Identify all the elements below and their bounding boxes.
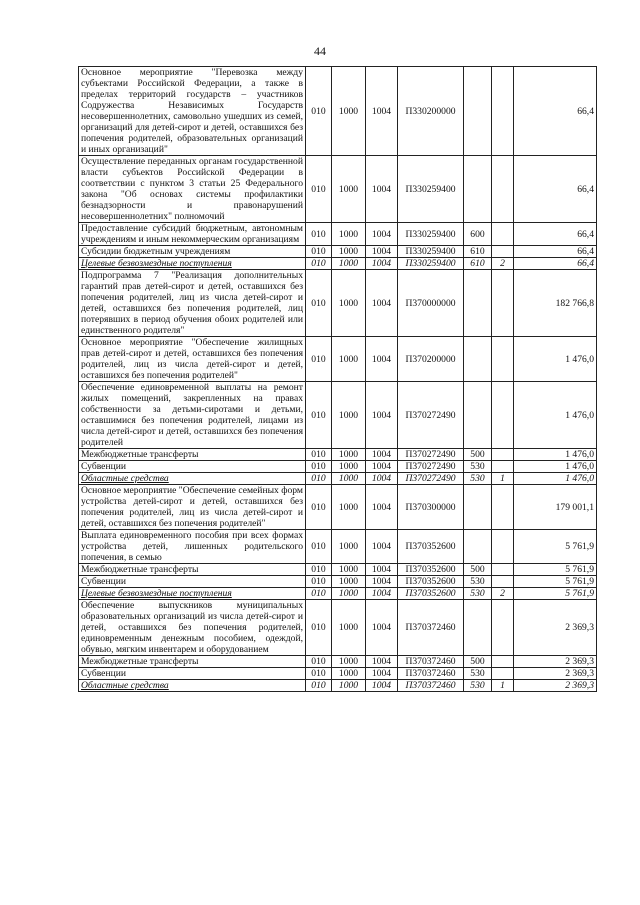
ministry-code: 010 xyxy=(306,449,332,461)
section-code: 1000 xyxy=(332,530,366,564)
funding-source-code xyxy=(492,668,514,680)
funding-source-code: 1 xyxy=(492,680,514,692)
target-article-code: П370272490 xyxy=(398,382,464,449)
target-article-code: П370352600 xyxy=(398,588,464,600)
table-row xyxy=(79,530,597,564)
subsection-code: 1004 xyxy=(366,576,398,588)
amount: 66,4 xyxy=(514,258,597,270)
funding-source-code xyxy=(492,337,514,382)
funding-source-code: 1 xyxy=(492,473,514,485)
table-row xyxy=(79,223,597,246)
target-article-code: П370300000 xyxy=(398,485,464,530)
subsection-code: 1004 xyxy=(366,270,398,337)
table-row xyxy=(79,382,597,449)
page-number: 44 xyxy=(314,44,326,58)
expense-type-code: 610 xyxy=(464,258,492,270)
subsection-code: 1004 xyxy=(366,473,398,485)
target-article-code: П330200000 xyxy=(398,67,464,156)
amount: 5 761,9 xyxy=(514,588,597,600)
amount: 1 476,0 xyxy=(514,461,597,473)
section-code: 1000 xyxy=(332,656,366,668)
funding-source-code xyxy=(492,246,514,258)
table-row xyxy=(79,258,597,270)
funding-source-code xyxy=(492,156,514,223)
expense-type-code xyxy=(464,156,492,223)
table-row xyxy=(79,680,597,692)
table-row xyxy=(79,576,597,588)
target-article-code: П370372460 xyxy=(398,600,464,656)
subsection-code: 1004 xyxy=(366,564,398,576)
section-code: 1000 xyxy=(332,668,366,680)
row-name: Субвенции xyxy=(79,461,306,473)
subsection-code: 1004 xyxy=(366,382,398,449)
section-code: 1000 xyxy=(332,270,366,337)
section-code: 1000 xyxy=(332,600,366,656)
table-row xyxy=(79,246,597,258)
ministry-code: 010 xyxy=(306,680,332,692)
expense-type-code: 500 xyxy=(464,656,492,668)
ministry-code: 010 xyxy=(306,270,332,337)
target-article-code: П330259400 xyxy=(398,246,464,258)
section-code: 1000 xyxy=(332,382,366,449)
funding-source-code xyxy=(492,530,514,564)
section-code: 1000 xyxy=(332,680,366,692)
section-code: 1000 xyxy=(332,258,366,270)
amount: 66,4 xyxy=(514,246,597,258)
funding-source-code xyxy=(492,270,514,337)
table-row xyxy=(79,449,597,461)
row-name: Обеспечение единовременной выплаты на ремонт жилых помещений, закрепленных на правах собственности за детьми-сиротами и детьми, оставшимися без попечения родителей, лицами из числа детей-сирот и детей, оставшихся без попечения родителей xyxy=(79,382,306,449)
funding-source-code xyxy=(492,564,514,576)
subsection-code: 1004 xyxy=(366,223,398,246)
section-code: 1000 xyxy=(332,337,366,382)
target-article-code: П370352600 xyxy=(398,576,464,588)
target-article-code: П370372460 xyxy=(398,668,464,680)
ministry-code: 010 xyxy=(306,668,332,680)
expense-type-code: 530 xyxy=(464,588,492,600)
funding-source-code: 2 xyxy=(492,588,514,600)
ministry-code: 010 xyxy=(306,473,332,485)
funding-source-code xyxy=(492,67,514,156)
subsection-code: 1004 xyxy=(366,156,398,223)
row-name: Осуществление переданных органам государственной власти субъектов Российской Федерации в соответствии с пунктом 3 статьи 25 Федерального закона "Об основах системы профилактики безнадзорности и правонарушений несовершеннолетних" полномочий xyxy=(79,156,306,223)
ministry-code: 010 xyxy=(306,656,332,668)
table-row xyxy=(79,656,597,668)
expense-type-code: 600 xyxy=(464,223,492,246)
subsection-code: 1004 xyxy=(366,485,398,530)
table-row xyxy=(79,461,597,473)
amount: 1 476,0 xyxy=(514,473,597,485)
row-name: Основное мероприятие "Обеспечение семейных форм устройства детей-сирот и детей, оставшихся без попечения родителей, лиц из числа детей-сирот и детей, оставшихся без попечения родителей" xyxy=(79,485,306,530)
subsection-code: 1004 xyxy=(366,600,398,656)
row-name: Выплата единовременного пособия при всех формах устройства детей, лишенных родительского попечения, в семью xyxy=(79,530,306,564)
amount: 1 476,0 xyxy=(514,449,597,461)
section-code: 1000 xyxy=(332,564,366,576)
target-article-code: П370000000 xyxy=(398,270,464,337)
subsection-code: 1004 xyxy=(366,461,398,473)
section-code: 1000 xyxy=(332,576,366,588)
ministry-code: 010 xyxy=(306,564,332,576)
row-name: Субсидии бюджетным учреждениям xyxy=(79,246,306,258)
target-article-code: П370372460 xyxy=(398,680,464,692)
expense-type-code: 500 xyxy=(464,449,492,461)
funding-source-code xyxy=(492,485,514,530)
ministry-code: 010 xyxy=(306,223,332,246)
expense-type-code: 530 xyxy=(464,576,492,588)
table-row xyxy=(79,668,597,680)
subsection-code: 1004 xyxy=(366,530,398,564)
funding-source-code xyxy=(492,576,514,588)
budget-table xyxy=(78,66,597,692)
funding-source-code xyxy=(492,656,514,668)
row-name: Субвенции xyxy=(79,668,306,680)
row-name: Областные средства xyxy=(79,680,306,692)
target-article-code: П330259400 xyxy=(398,223,464,246)
ministry-code: 010 xyxy=(306,337,332,382)
ministry-code: 010 xyxy=(306,588,332,600)
target-article-code: П370272490 xyxy=(398,473,464,485)
section-code: 1000 xyxy=(332,461,366,473)
table-row xyxy=(79,270,597,337)
amount: 5 761,9 xyxy=(514,530,597,564)
target-article-code: П370272490 xyxy=(398,461,464,473)
table-row xyxy=(79,564,597,576)
amount: 182 766,8 xyxy=(514,270,597,337)
funding-source-code xyxy=(492,600,514,656)
row-name: Межбюджетные трансферты xyxy=(79,449,306,461)
amount: 2 369,3 xyxy=(514,600,597,656)
funding-source-code xyxy=(492,382,514,449)
table-row xyxy=(79,600,597,656)
row-name: Подпрограмма 7 "Реализация дополнительных гарантий прав детей-сирот и детей, оставшихся без попечения родителей, лиц из числа детей-сирот и детей, оставшихся без попечения родителей, лиц потерявших в период обучения обоих родителей или единственного родителя" xyxy=(79,270,306,337)
row-name: Целевые безвозмездные поступления xyxy=(79,588,306,600)
expense-type-code xyxy=(464,600,492,656)
row-name: Межбюджетные трансферты xyxy=(79,564,306,576)
row-name: Основное мероприятие "Перевозка между субъектами Российской Федерации, а также в пределах территорий государств – участников Содружества Независимых Государств несовершеннолетних, самовольно ушедших из семей, организаций для детей-сирот и детей, оставшихся без попечения родителей, образовательных организаций и иных организаций" xyxy=(79,67,306,156)
row-name: Предоставление субсидий бюджетным, автономным учреждениям и иным некоммерческим организациям xyxy=(79,223,306,246)
amount: 1 476,0 xyxy=(514,337,597,382)
subsection-code: 1004 xyxy=(366,656,398,668)
subsection-code: 1004 xyxy=(366,258,398,270)
amount: 5 761,9 xyxy=(514,564,597,576)
amount: 1 476,0 xyxy=(514,382,597,449)
ministry-code: 010 xyxy=(306,156,332,223)
amount: 2 369,3 xyxy=(514,656,597,668)
expense-type-code: 530 xyxy=(464,461,492,473)
subsection-code: 1004 xyxy=(366,449,398,461)
section-code: 1000 xyxy=(332,588,366,600)
section-code: 1000 xyxy=(332,223,366,246)
target-article-code: П370272490 xyxy=(398,449,464,461)
expense-type-code xyxy=(464,270,492,337)
section-code: 1000 xyxy=(332,67,366,156)
subsection-code: 1004 xyxy=(366,680,398,692)
subsection-code: 1004 xyxy=(366,67,398,156)
target-article-code: П330259400 xyxy=(398,258,464,270)
target-article-code: П370352600 xyxy=(398,530,464,564)
target-article-code: П370200000 xyxy=(398,337,464,382)
amount: 66,4 xyxy=(514,67,597,156)
funding-source-code xyxy=(492,449,514,461)
section-code: 1000 xyxy=(332,156,366,223)
section-code: 1000 xyxy=(332,449,366,461)
row-name: Целевые безвозмездные поступления xyxy=(79,258,306,270)
expense-type-code: 530 xyxy=(464,668,492,680)
table-row xyxy=(79,473,597,485)
ministry-code: 010 xyxy=(306,67,332,156)
row-name: Областные средства xyxy=(79,473,306,485)
row-name: Субвенции xyxy=(79,576,306,588)
ministry-code: 010 xyxy=(306,530,332,564)
expense-type-code xyxy=(464,485,492,530)
ministry-code: 010 xyxy=(306,461,332,473)
target-article-code: П370372460 xyxy=(398,656,464,668)
expense-type-code xyxy=(464,337,492,382)
expense-type-code: 530 xyxy=(464,473,492,485)
expense-type-code xyxy=(464,67,492,156)
target-article-code: П330259400 xyxy=(398,156,464,223)
funding-source-code xyxy=(492,223,514,246)
subsection-code: 1004 xyxy=(366,668,398,680)
amount: 179 001,1 xyxy=(514,485,597,530)
funding-source-code xyxy=(492,461,514,473)
expense-type-code: 610 xyxy=(464,246,492,258)
section-code: 1000 xyxy=(332,473,366,485)
table-row xyxy=(79,67,597,156)
table-row xyxy=(79,485,597,530)
funding-source-code: 2 xyxy=(492,258,514,270)
expense-type-code xyxy=(464,530,492,564)
section-code: 1000 xyxy=(332,485,366,530)
amount: 66,4 xyxy=(514,223,597,246)
target-article-code: П370352600 xyxy=(398,564,464,576)
table-row xyxy=(79,588,597,600)
amount: 2 369,3 xyxy=(514,668,597,680)
ministry-code: 010 xyxy=(306,576,332,588)
table-row xyxy=(79,337,597,382)
amount: 5 761,9 xyxy=(514,576,597,588)
expense-type-code: 500 xyxy=(464,564,492,576)
ministry-code: 010 xyxy=(306,258,332,270)
ministry-code: 010 xyxy=(306,246,332,258)
subsection-code: 1004 xyxy=(366,246,398,258)
ministry-code: 010 xyxy=(306,600,332,656)
table-row xyxy=(79,156,597,223)
row-name: Основное мероприятие "Обеспечение жилищных прав детей-сирот и детей, оставшихся без попечения родителей, лиц из числа детей-сирот и детей, оставшихся без попечения родителей" xyxy=(79,337,306,382)
row-name: Обеспечение выпускников муниципальных образовательных организаций из числа детей-сирот и детей, оставшихся без попечения родителей, единовременным денежным пособием, одеждой, обувью, мягким инвентарем и оборудованием xyxy=(79,600,306,656)
subsection-code: 1004 xyxy=(366,588,398,600)
section-code: 1000 xyxy=(332,246,366,258)
ministry-code: 010 xyxy=(306,382,332,449)
ministry-code: 010 xyxy=(306,485,332,530)
subsection-code: 1004 xyxy=(366,337,398,382)
expense-type-code: 530 xyxy=(464,680,492,692)
expense-type-code xyxy=(464,382,492,449)
row-name: Межбюджетные трансферты xyxy=(79,656,306,668)
amount: 66,4 xyxy=(514,156,597,223)
amount: 2 369,3 xyxy=(514,680,597,692)
